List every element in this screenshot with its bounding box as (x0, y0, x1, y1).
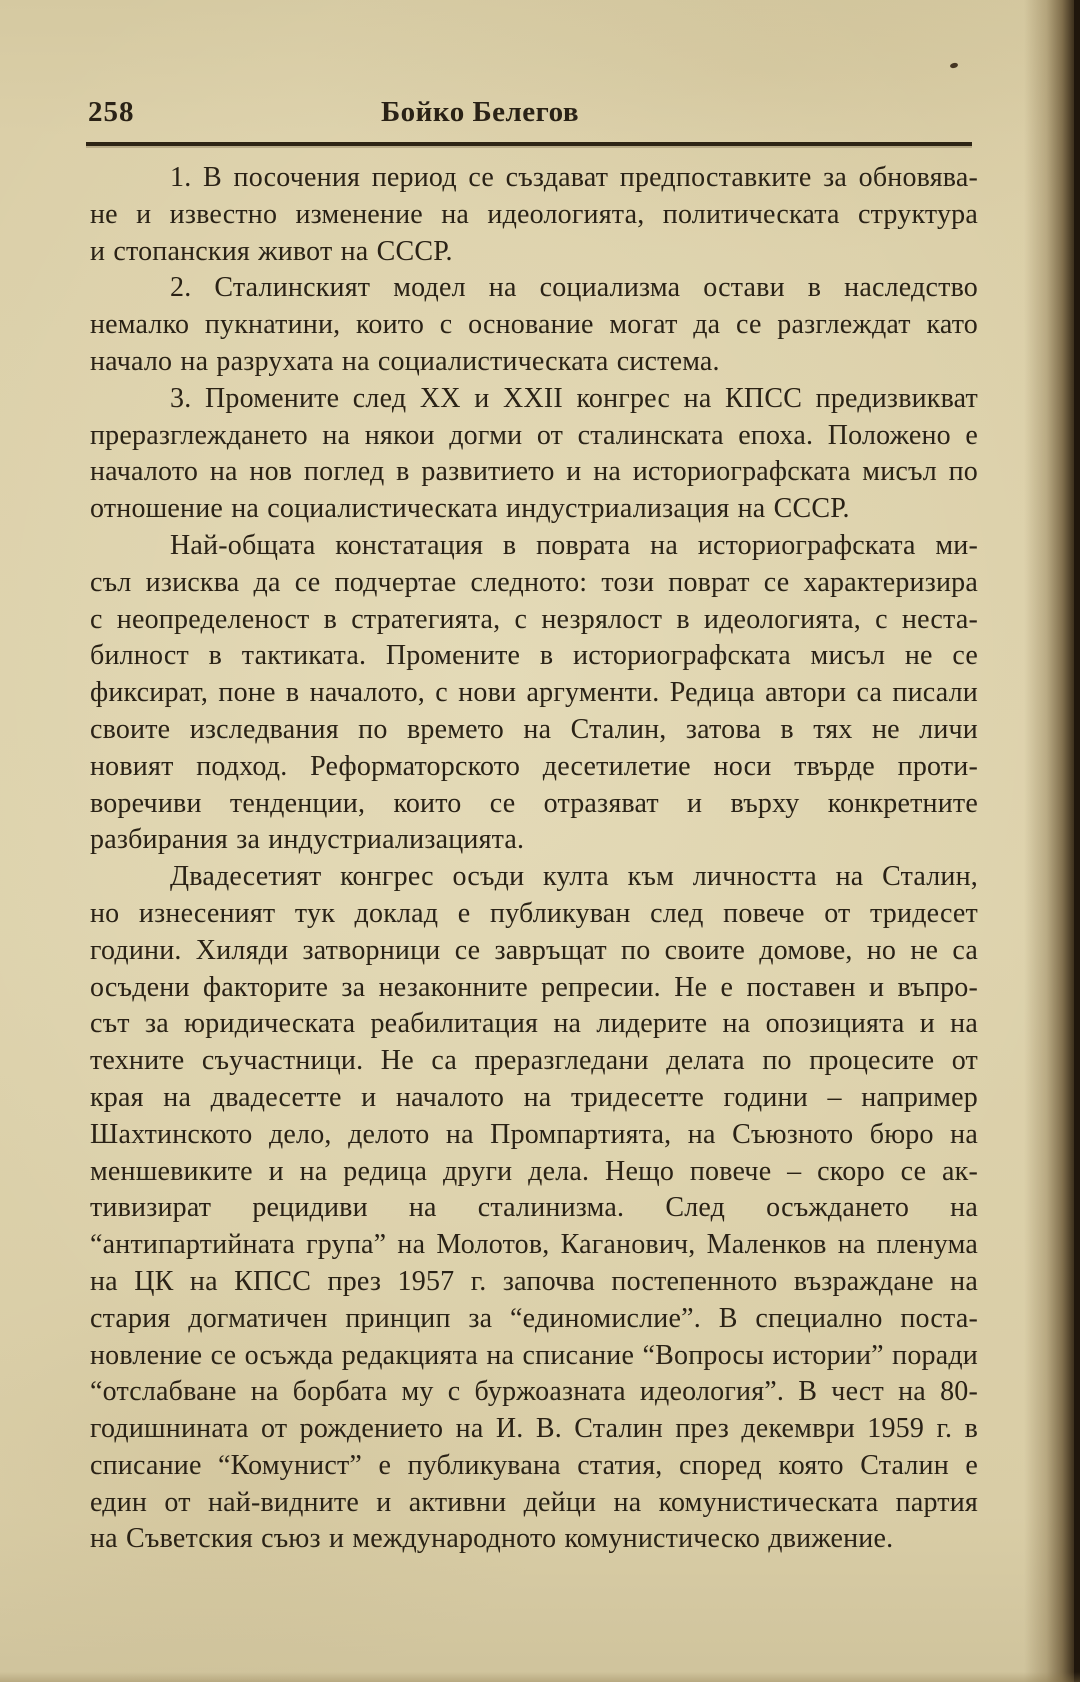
text-line: съл изисква да се подчертае следното: този поврат се характеризира (90, 566, 978, 598)
text-line: отношение на социалистическата индустриализация на СССР. (90, 493, 850, 525)
text-line: новление се осъжда редакцията на списание “Вопросы истории” поради (90, 1339, 978, 1371)
text-line: Шахтинското дело, делото на Промпартията, на Съюзното бюро на (90, 1118, 978, 1150)
text-line: един от най-видните и активни дейци на комунистическата партия (90, 1486, 978, 1518)
body-text-block (90, 160, 978, 1558)
text-line: преразглеждането на някои догми от сталинската епоха. Положено е (90, 419, 978, 451)
running-head-container (0, 96, 960, 129)
text-line: фиксират, поне в началото, с нови аргументи. Редица автори са писали (90, 677, 978, 709)
page-number: 258 (88, 96, 135, 128)
text-line: своите изследвания по времето на Сталин, затова в тях не личи (90, 713, 978, 745)
bottom-edge-shade (0, 1672, 1080, 1682)
text-line: 3. Промените след XX и XXII конгрес на КПСС предизвикват (170, 382, 978, 414)
text-line: немалко пукнатини, които с основание могат да се разглеждат като (90, 309, 978, 341)
text-line: тивизират рецидиви на сталинизма. След осъждането на (90, 1192, 978, 1224)
text-line: с неопределеност в стратегията, с незрялост в идеологията, с неста- (90, 603, 978, 635)
text-line: списание “Комунист” е публикувана статия, според която Сталин е (90, 1449, 978, 1481)
text-line: на Съветския съюз и международното комунистическо движение. (90, 1523, 894, 1555)
text-line: техните съучастници. Не са преразгледани делата по процесите от (90, 1045, 978, 1077)
text-line: “антипартийната група” на Молотов, Каганович, Маленков на пленума (90, 1229, 978, 1261)
text-line: и стопанския живот на СССР. (90, 235, 453, 267)
text-line: на ЦК на КПСС през 1957 г. започва постепенното възраждане на (90, 1265, 978, 1297)
text-line: Двадесетият конгрес осъди култа към личността на Сталин, (170, 861, 978, 893)
text-line: Най-общата констатация в поврата на историографската ми- (170, 529, 978, 561)
header-rule (86, 142, 972, 146)
text-line: години. Хиляди затворници се завръщат по своите домове, но не са (90, 934, 978, 966)
text-line: началото на нов поглед в развитието и на историографската мисъл по (90, 456, 978, 488)
text-line: 1. В посочения период се създават предпоставките за обновява- (170, 162, 978, 193)
text-line: края на двадесетте и началото на тридесетте години – например (90, 1081, 978, 1113)
text-line: сът за юридическата реабилитация на лидерите на опозицията и на (90, 1008, 978, 1040)
text-line: осъдени факторите за незаконните репресии. Не е поставен и въпро- (90, 971, 978, 1003)
text-line: не и известно изменение на идеологията, политическата структура (90, 198, 978, 230)
text-line: воречиви тенденции, които се отразяват и върху конкретните (90, 787, 978, 819)
text-line: разбирания за индустриализацията. (90, 824, 525, 856)
text-line: новият подход. Реформаторското десетилетие носи твърде проти- (90, 750, 978, 782)
text-line: меншевиките и на редица други дела. Нещо повече – скоро се ак- (90, 1155, 978, 1187)
page-edge (1074, 0, 1080, 1682)
text-line: 2. Сталинският модел на социализма остави в наследство (170, 272, 978, 304)
running-head-author: Бойко Белегов (380, 96, 580, 128)
text-line: годишнината от рождението на И. В. Сталин през декември 1959 г. в (90, 1413, 978, 1445)
text-line: начало на разрухата на социалистическата система. (90, 345, 720, 377)
text-line: стария догматичен принцип за “единомислие”. В специално поста- (90, 1302, 978, 1334)
text-line: но изнесеният тук доклад е публикуван след повече от тридесет (90, 897, 978, 929)
binding-shadow (1024, 0, 1080, 1682)
text-line: билност в тактиката. Промените в историографската мисъл не се (90, 640, 978, 672)
paper-speck (949, 62, 958, 69)
text-line: “отслабване на борбата му с буржоазната идеология”. В чест на 80- (90, 1376, 978, 1408)
